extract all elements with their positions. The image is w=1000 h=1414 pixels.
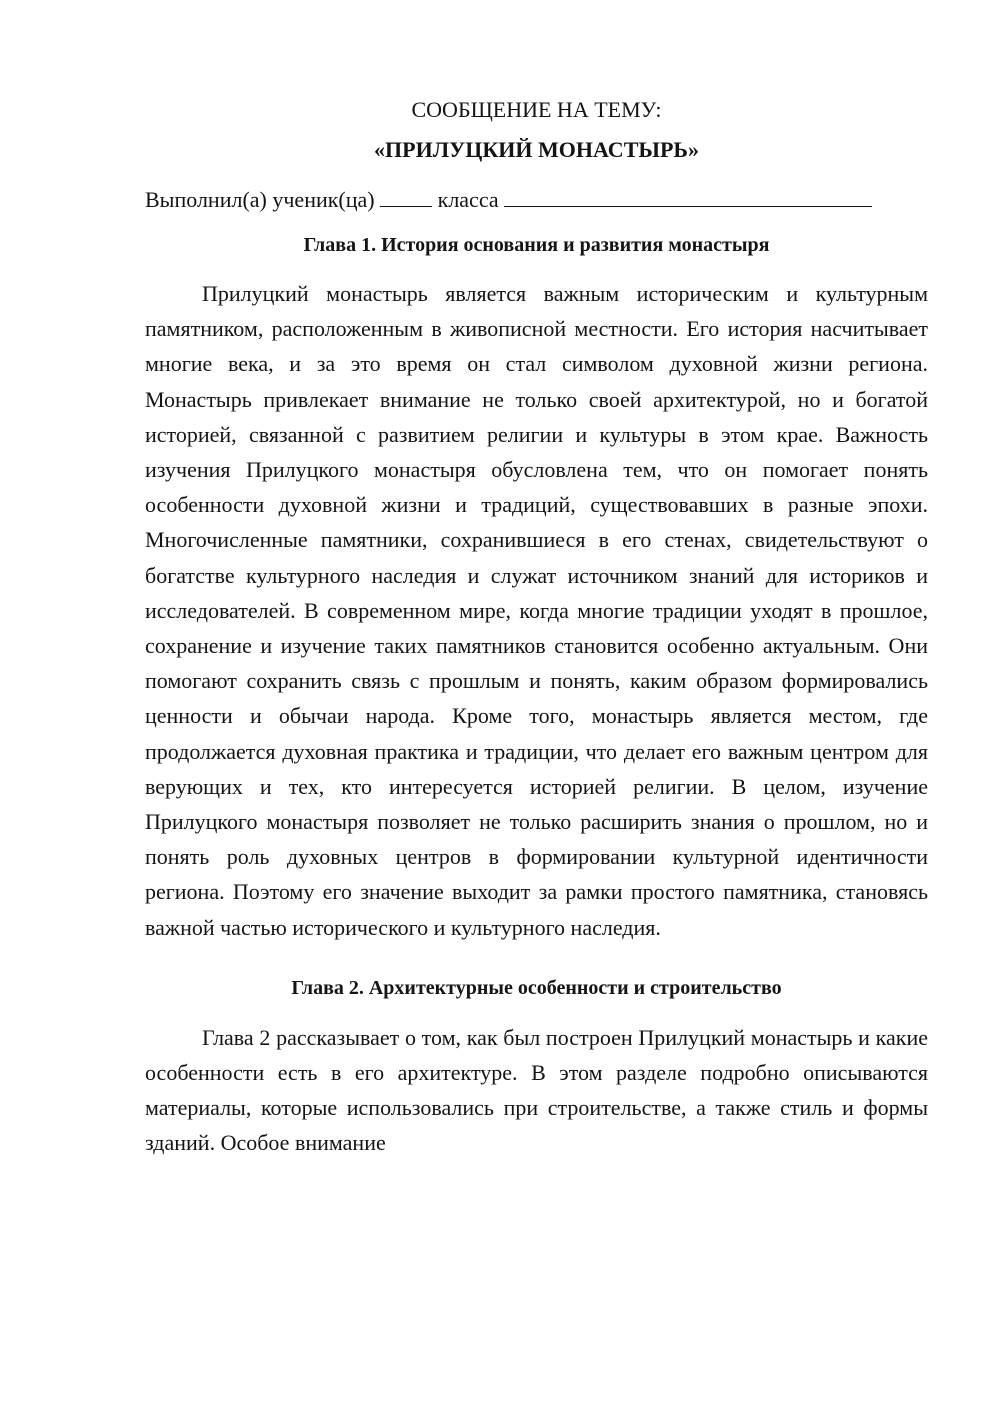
document-page [145,90,928,1161]
class-number-blank [380,184,432,207]
class-label: класса [437,187,499,212]
student-name-blank [504,184,872,207]
chapter2-heading: Глава 2. Архитектурные особенности и строительство [291,976,782,999]
performer-label: Выполнил(а) ученик(ца) [145,187,375,212]
report-title-line1: СООБЩЕНИЕ НА ТЕМУ: [411,97,662,122]
performer-line [145,180,928,220]
chapter1-heading: Глава 1. История основания и развития монастыря [303,234,770,256]
chapter2-paragraph: Глава 2 рассказывает о том, как был построен Прилуцкий монастырь и какие особенности есть в его архитектуре. В этом разделе подробно описываются материалы, которые использовались при строительстве, а также стиль и формы зданий. Особое внимание [145,1024,928,1156]
report-title-line2: «ПРИЛУЦКИЙ МОНАСТЫРЬ» [374,137,699,162]
chapter1-paragraph: Прилуцкий монастырь является важным историческим и культурным памятником, расположенным в живописной местности. Его история насчитывает многие века, и за это время он стал символом духовной жизни региона. Монастырь привлекает внимание не только своей архитектурой, но и богатой историей, связанной с развитием религии и культуры в этом крае. Важность изучения Прилуцкого монастыря обусловлена тем, что он помогает понять особенности духовной жизни и традиций, существовавших в разные эпохи. Многочисленные памятники, сохранившиеся в его стенах, свидетельствуют о богатстве культурного наследия и служат источником знаний для историков и исследователей. В современном мире, когда многие традиции уходят в прошлое, сохранение и изучение таких памятников становится особенно актуальным. Они помогают сохранить связь с прошлым и понять, каким образом формировались ценности и обычаи народа. Кроме того, монастырь является местом, где продолжается духовная практика и традиции, что делает его важным центром для верующих и тех, кто интересуется историей религии. В целом, изучение Прилуцкого монастыря позволяет не только расширить знания о прошлом, но и понять роль духовных центров в формировании культурной идентичности региона. Поэтому его значение выходит за рамки простого памятника, становясь важной частью исторического и культурного наследия. [145,281,928,940]
